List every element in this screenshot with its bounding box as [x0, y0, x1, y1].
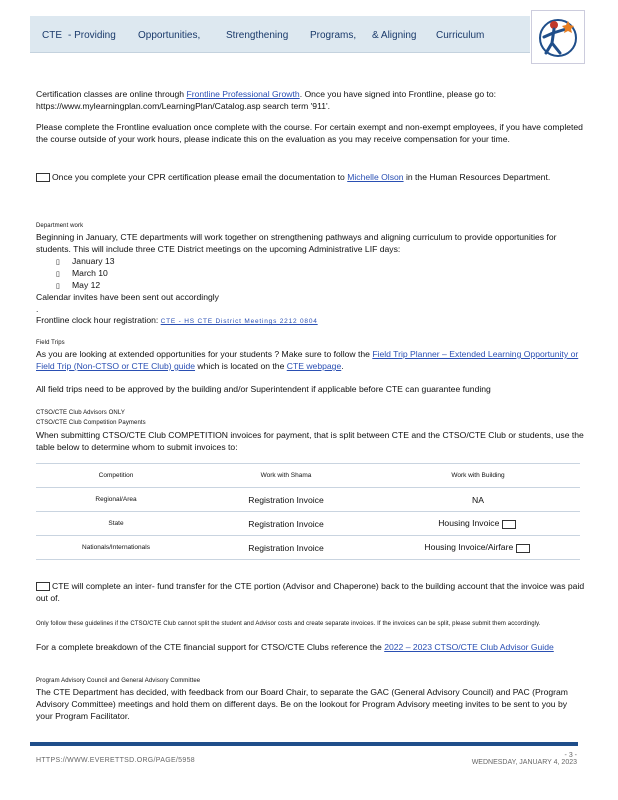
interfund-transfer-text: CTE will complete an inter- fund transfer for the CTE portion (Advisor and Chaperone) back to the building account that the invoice was paid out of. [36, 581, 585, 603]
checkbox-icon [502, 520, 516, 529]
table-cell-with-checkbox: Housing Invoice [376, 512, 580, 536]
table-cell: Regional/Area [36, 488, 196, 512]
michelle-olson-link[interactable]: Michelle Olson [347, 172, 404, 182]
nav-item: Strengthening [226, 30, 289, 41]
field-trips-paragraph: As you are looking at extended opportunities for your students ? Make sure to follow the Field Trip Planner – Extended Learning Opportunity or Field Trip (Non-CTSO or CTE Club) guide which is located on the CTE webpage. [36, 349, 579, 371]
calendar-note: Calendar invites have been sent out accordingly [36, 292, 219, 302]
cert-paragraph-2: Please complete the Frontline evaluation once complete with the course. For certain exempt and non-exempt employees, if you have completed the course outside of your work hours, please indicate this on the evaluation as you may receive compensation for your time. [36, 122, 583, 144]
checkbox-icon [36, 582, 50, 591]
nav-item: Curriculum [436, 30, 485, 41]
list-item: ▯ January 13 [56, 255, 586, 267]
dept-work-text: Beginning in January, CTE departments will work together on strengthening pathways and aligning curriculum to provide opportunities for students. This will include three CTE District meetings on the upcoming Administrative LIF days: [36, 232, 557, 254]
field-trips-approval: All field trips need to be approved by the building and/or Superintendent if applicable before CTE can guarantee funding [36, 384, 491, 394]
dot-separator: . [36, 304, 39, 314]
table-cell: Registration Invoice [196, 536, 376, 560]
ctso-heading-2: CTSO/CTE Club Competition Payments [36, 420, 146, 426]
dept-work-heading: Department work [36, 223, 84, 229]
frontline-registration: Frontline clock hour registration: CTE - HS CTE District Meetings 2212 0804 [36, 315, 318, 325]
table-header-cell: Work with Shama [196, 464, 376, 488]
table-row [36, 488, 580, 512]
table-cell: NA [376, 488, 580, 512]
ctso-heading-1: CTSO/CTE Club Advisors ONLY [36, 410, 125, 416]
district-logo [531, 10, 585, 64]
list-item: ▯ March 10 [56, 267, 586, 279]
table-row [36, 512, 580, 536]
table-cell: Registration Invoice [196, 488, 376, 512]
table-row [36, 536, 580, 560]
ctso-text: When submitting CTSO/CTE Club COMPETITION invoices for payment, that is split between CTE and the CTSO/CTE Club or students, use the table below to determine whom to submit invoices to: [36, 430, 584, 452]
table-cell-with-checkbox: Housing Invoice/Airfare [376, 536, 580, 560]
table-cell: State [36, 512, 196, 536]
page-number: - 3 - [564, 752, 577, 759]
nav-item: CTE [42, 30, 62, 41]
footer-divider [30, 742, 578, 746]
checkbox-icon [516, 544, 530, 553]
pac-text: The CTE Department has decided, with feedback from our Board Chair, to separate the GAC (General Advisory Council) and PAC (Program Advisory Committee) meetings and hold them on different days. Be on the lookout for Program Advisory meeting invites to be sent to you by your Program Facilitator. [36, 687, 568, 721]
nav-item: & Aligning [372, 30, 417, 41]
table-cell: Nationals/Internationals [36, 536, 196, 560]
cert-paragraph-1: Certification classes are online through Frontline Professional Growth. Once you have signed into Frontline, please go to: https://www.mylearningplan.com/LearningPlan/Catalog.asp search term '911'. [36, 89, 497, 111]
footer-date: WEDNESDAY, JANUARY 4, 2023 [471, 759, 577, 766]
cte-webpage-link[interactable]: CTE webpage [286, 361, 342, 371]
split-guidelines-note: Only follow these guidelines if the CTSO/CTE Club cannot split the student and Advisor costs and create separate invoices. If the invoices can be split, please submit them accordingly. [36, 621, 541, 627]
table-header-row [36, 464, 580, 488]
cert-paragraph-3: Once you complete your CPR certification please email the documentation to Michelle Olson in the Human Resources Department. [36, 171, 586, 183]
ctso-payment-table [36, 463, 580, 560]
table-cell: Registration Invoice [196, 512, 376, 536]
nav-item: Opportunities, [138, 30, 201, 41]
table-header-cell: Work with Building [376, 464, 580, 488]
bullet-icon: ▯ [56, 283, 60, 290]
list-item: ▯ May 12 [56, 279, 586, 291]
advisor-guide-link[interactable]: 2022 – 2023 CTSO/CTE Club Advisor Guide [384, 642, 554, 652]
table-header-cell: Competition [36, 464, 196, 488]
nav-item: - Providing [68, 30, 116, 41]
bullet-icon: ▯ [56, 271, 60, 278]
checkbox-icon [36, 173, 50, 182]
footer-url: HTTPS://WWW.EVERETTSD.ORG/PAGE/5958 [36, 757, 195, 764]
frontline-link[interactable]: Frontline Professional Growth [186, 89, 300, 99]
logo-figure-icon [532, 11, 584, 63]
breakdown-text: For a complete breakdown of the CTE financial support for CTSO/CTE Clubs reference the 2022 – 2023 CTSO/CTE Club Advisor Guide [36, 642, 554, 652]
footer-page-info [455, 752, 577, 766]
nav-item: Programs, [310, 30, 357, 41]
field-trips-heading: Field Trips [36, 340, 65, 346]
bullet-icon: ▯ [56, 259, 60, 266]
dept-dates-list [36, 255, 586, 291]
field-trip-planner-link[interactable]: Field Trip Planner – Extended Learning Opportunity or Field Trip (Non-CTSO or CTE Club) guide [36, 349, 579, 371]
pac-heading: Program Advisory Council and General Advisory Committee [36, 678, 201, 684]
frontline-registration-link[interactable]: CTE - HS CTE District Meetings 2212 0804 [160, 318, 318, 325]
